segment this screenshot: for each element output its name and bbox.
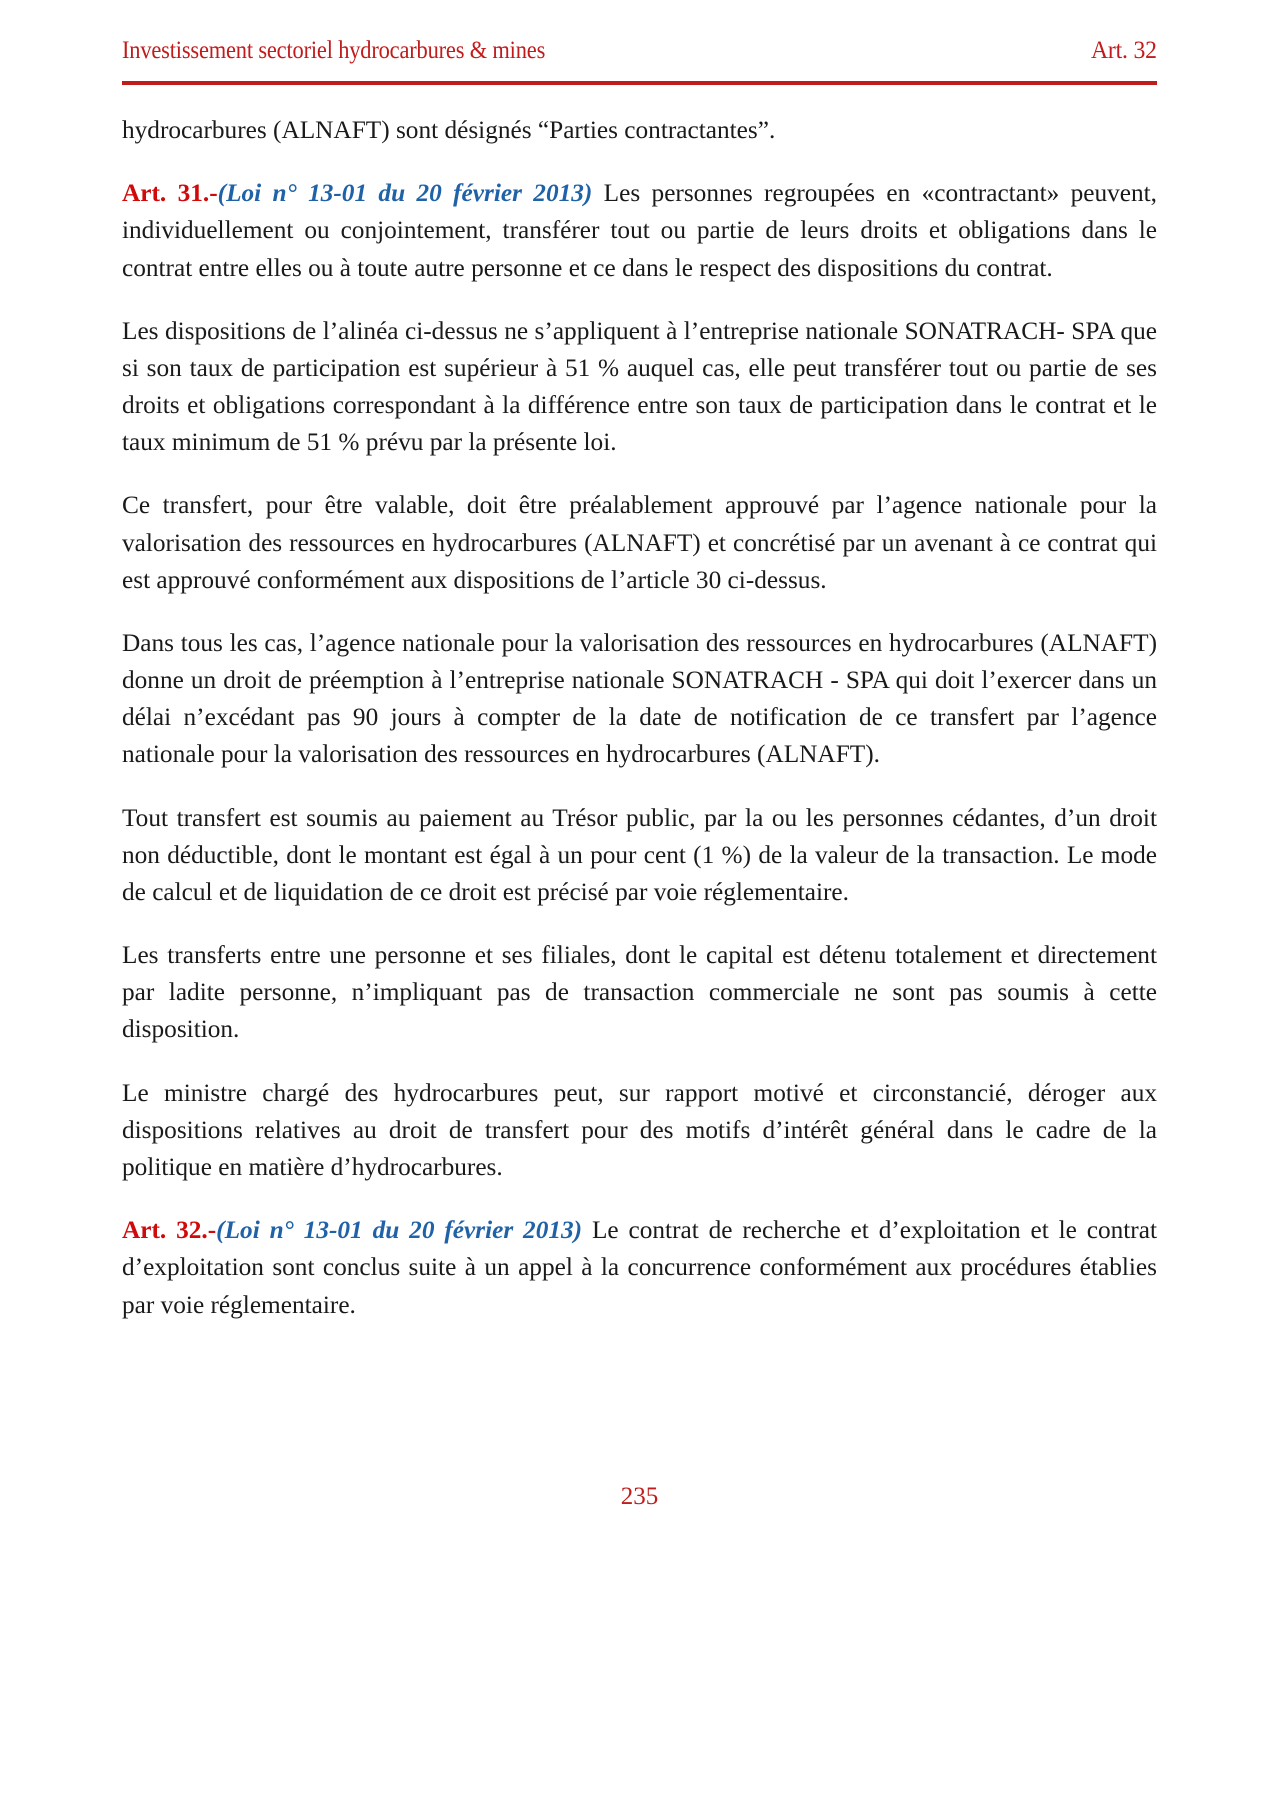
paragraph-droit-de-preemption: [122, 625, 1157, 774]
paragraph-continuation-alnaft: [122, 112, 1157, 149]
article-label-32: Art. 32.-: [122, 1216, 217, 1245]
paragraph-text: Le contrat de recherche et d’exploitation et le contrat d’exploitation sont conclus suite à un appel à la concurrence conformément aux procédures établies par voie réglementaire.: [122, 1216, 1157, 1319]
law-reference-31: (Loi n° 13-01 du 20 février 2013): [217, 179, 593, 208]
paragraph-text: hydrocarbures (ALNAFT) sont désignés “Parties contractantes”.: [122, 116, 776, 145]
paragraph-art-32: [122, 1212, 1157, 1324]
paragraph-sonatrach-participation: [122, 313, 1157, 462]
header-rule-divider: [122, 81, 1157, 85]
article-label-31: Art. 31.-: [122, 179, 218, 208]
running-head: [122, 36, 1157, 64]
paragraph-transfert-approbation: [122, 487, 1157, 599]
paragraph-text: Les personnes regroupées en «contractant» peuvent, individuellement ou conjointement, transférer tout ou partie de leurs droits et obligations dans le contrat entre elles ou à toute autre personne et ce dans le respect des dispositions du contrat.: [122, 179, 1157, 282]
paragraph-text: Les transferts entre une personne et ses filiales, dont le capital est détenu totalement et directement par ladite personne, n’impliquant pas de transaction commerciale ne sont pas soumis à cette disposition.: [122, 941, 1157, 1044]
running-head-article-marker: Art. 32: [1091, 35, 1157, 64]
page-number: 235: [620, 1483, 659, 1510]
paragraph-text: Dans tous les cas, l’agence nationale pour la valorisation des ressources en hydrocarbures (ALNAFT) donne un droit de préemption à l’entreprise nationale SONATRACH - SPA qui doit l’exercer dans un délai n’excédant pas 90 jours à compter de la date de notification de ce transfert par l’agence nationale pour la valorisation des ressources en hydrocarbures (ALNAFT).: [122, 628, 1157, 769]
paragraph-droit-non-deductible: [122, 800, 1157, 912]
paragraph-text: Les dispositions de l’alinéa ci-dessus ne s’appliquent à l’entreprise nationale SONATRACH- SPA que si son taux de participation est supérieur à 51 % auquel cas, elle peut transférer tout ou partie de ses droits et obligations correspondant à la différence entre son taux de participation dans le contrat et le taux minimum de 51 % prévu par la présente loi.: [122, 316, 1157, 457]
page-content-frame: [122, 36, 1157, 1324]
law-reference-32: (Loi n° 13-01 du 20 février 2013): [216, 1216, 583, 1245]
paragraph-ministre-derogation: [122, 1075, 1157, 1187]
paragraph-transferts-filiales: [122, 937, 1157, 1049]
paragraph-text: Tout transfert est soumis au paiement au Trésor public, par la ou les personnes cédantes, d’un droit non déductible, dont le montant est égal à un pour cent (1 %) de la valeur de la transaction. Le mode de calcul et de liquidation de ce droit est précisé par voie réglementaire.: [122, 803, 1157, 906]
running-head-title: Investissement sectoriel hydrocarbures & mines: [122, 35, 546, 64]
paragraph-text: Le ministre chargé des hydrocarbures peut, sur rapport motivé et circonstancié, déroger aux dispositions relatives au droit de transfert pour des motifs d’intérêt général dans le cadre de la politique en matière d’hydrocarbures.: [122, 1078, 1157, 1181]
body-text-column: [122, 112, 1157, 1324]
paragraph-art-31: [122, 175, 1157, 287]
paragraph-text: Ce transfert, pour être valable, doit être préalablement approuvé par l’agence nationale pour la valorisation des ressources en hydrocarbures (ALNAFT) et concrétisé par un avenant à ce contrat qui est approuvé conformément aux dispositions de l’article 30 ci-dessus.: [122, 491, 1157, 594]
